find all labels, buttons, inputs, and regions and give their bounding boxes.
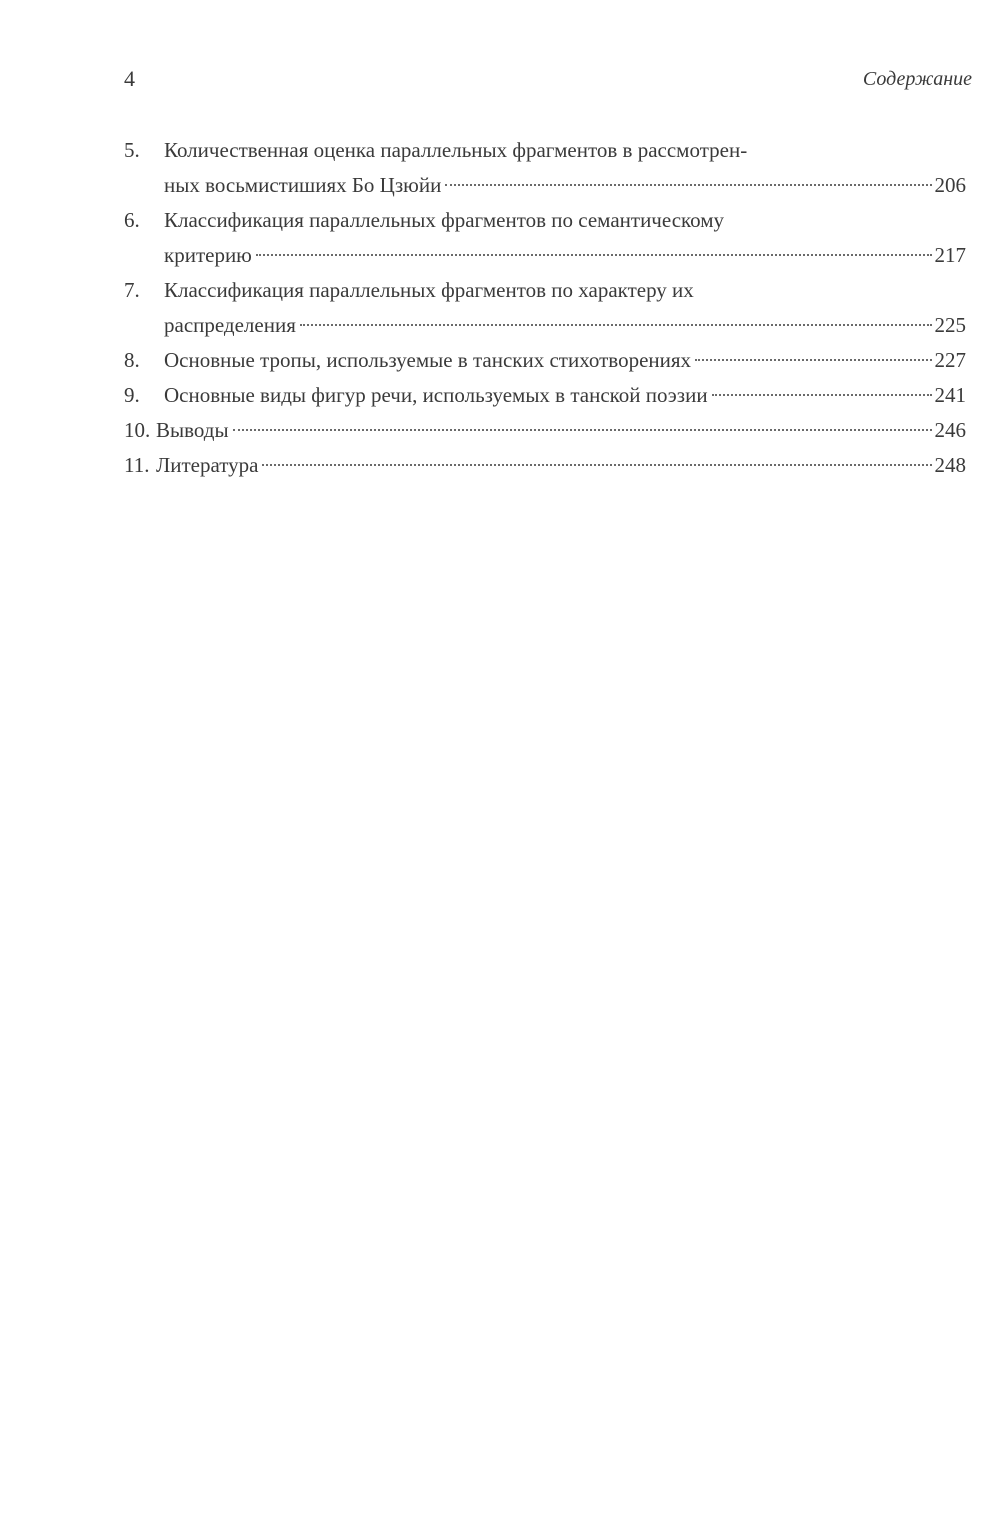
dot-leader xyxy=(445,184,931,186)
toc-entry-last-line xyxy=(156,448,966,483)
toc-entry-title: критерию xyxy=(164,243,252,267)
toc-entry xyxy=(124,133,966,203)
toc-entry xyxy=(124,343,966,378)
toc-entry-body xyxy=(164,273,966,343)
toc-entry-page-number: 225 xyxy=(934,313,966,337)
toc-entry-page-number: 206 xyxy=(934,173,966,197)
toc-entry-title-line: Классификация параллельных фрагментов по характеру их xyxy=(164,278,694,302)
toc-entry-number: 8. xyxy=(124,348,140,372)
dot-leader xyxy=(712,394,932,396)
dot-leader xyxy=(300,324,932,326)
toc-entry xyxy=(124,413,966,448)
toc-entry-body xyxy=(164,378,966,413)
toc-entry-page-number: 241 xyxy=(934,383,966,407)
toc-entry-title: Основные виды фигур речи, используемых в танской поэзии xyxy=(164,383,708,407)
toc-entry-page-number: 227 xyxy=(934,348,966,372)
dot-leader xyxy=(256,254,932,256)
toc-entry-last-line xyxy=(164,238,966,273)
toc-entry-body xyxy=(164,343,966,378)
toc-entry xyxy=(124,203,966,273)
page-number: 4 xyxy=(124,66,135,91)
dot-leader xyxy=(233,429,932,431)
toc-entry-last-line xyxy=(164,168,966,203)
table-of-contents xyxy=(124,133,966,483)
toc-entry-body xyxy=(164,203,966,273)
toc-entry-last-line xyxy=(156,413,966,448)
toc-entry-number: 10. xyxy=(124,418,151,442)
toc-entry-number: 7. xyxy=(124,278,140,302)
toc-entry xyxy=(124,448,966,483)
dot-leader xyxy=(262,464,931,466)
section-title: Содержание xyxy=(862,68,972,90)
toc-entry-last-line xyxy=(164,378,966,413)
toc-entry-title: Выводы xyxy=(156,418,229,442)
toc-entry-last-line xyxy=(164,308,966,343)
toc-entry xyxy=(124,273,966,343)
toc-entry-title: распределения xyxy=(164,313,296,337)
toc-entry-title: Литература xyxy=(156,453,259,477)
toc-entry-page-number: 217 xyxy=(934,243,966,267)
toc-entry-number: 6. xyxy=(124,208,140,232)
toc-entry-title: Основные тропы, используемые в танских стихотворениях xyxy=(164,348,692,372)
toc-entry-number: 11. xyxy=(124,453,150,477)
toc-entry-title-line: Классификация параллельных фрагментов по семантическому xyxy=(164,208,725,232)
toc-entry-title-line: Количественная оценка параллельных фрагментов в рассмотрен- xyxy=(164,138,748,162)
dot-leader xyxy=(695,359,931,361)
toc-entry-number: 5. xyxy=(124,138,140,162)
toc-entry-body xyxy=(156,448,966,483)
toc-entry-page-number: 248 xyxy=(934,453,966,477)
toc-entry xyxy=(124,378,966,413)
toc-entry-number: 9. xyxy=(124,383,140,407)
toc-entry-title: ных восьмистишиях Бо Цзюйи xyxy=(164,173,442,197)
toc-entry-body xyxy=(164,133,966,203)
toc-entry-body xyxy=(156,413,966,448)
toc-entry-last-line xyxy=(164,343,966,378)
running-head xyxy=(124,64,972,94)
toc-entry-page-number: 246 xyxy=(934,418,966,442)
